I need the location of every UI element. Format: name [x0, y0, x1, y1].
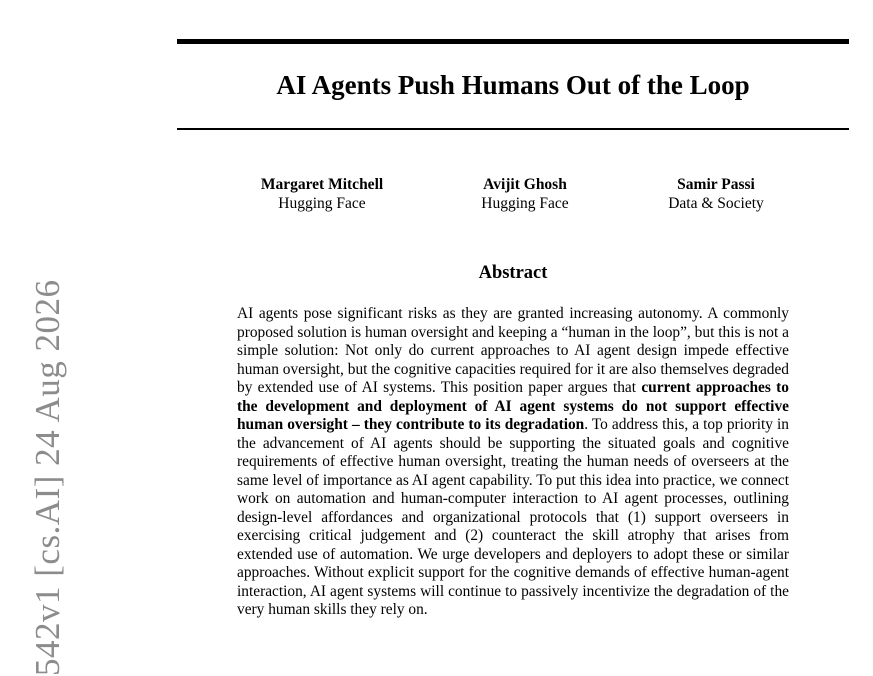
paper-title: AI Agents Push Humans Out of the Loop — [177, 68, 849, 102]
author-name: Samir Passi — [626, 175, 806, 194]
author-affiliation: Data & Society — [626, 194, 806, 213]
abstract-heading: Abstract — [237, 261, 789, 285]
title-bottom-rule — [177, 128, 849, 130]
author-name: Avijit Ghosh — [435, 175, 615, 194]
abstract-text-rest: . To address this, a top priority in the advancement of AI agents should be supporting the situated goals and cognitive requirements of effective human oversight, treating the human needs of overseers at the same level of importance as AI agent capability. To put this idea into practice, we connect work on automation and human-computer interaction to AI agent processes, outlining design-level affordances and organizational protocols that (1) support overseers in exercising critical judgement and (2) counteract the skill atrophy that arises from extended use of automation. We urge developers and deployers to adopt these or similar approaches. Without explicit support for the cognitive demands of effective human-agent interaction, AI agent systems will continue to passively incentivize the degradation of the very human skills they rely on. — [237, 416, 789, 618]
author-affiliation: Hugging Face — [435, 194, 615, 213]
abstract-text-intro: AI agents pose significant risks as they are granted increasing autonomy. A commonly proposed solution is human oversight and keeping a “human in the loop”, but this is not a simple solution: Not only do current approaches to AI agent design impede effective human oversight, but the cognitive capacities required for it are also themselves degraded by extended use of AI systems. This position paper argues that — [237, 305, 789, 396]
title-top-rule — [177, 39, 849, 44]
author-block — [626, 175, 806, 213]
author-block — [435, 175, 615, 213]
author-name: Margaret Mitchell — [232, 175, 412, 194]
author-block — [232, 175, 412, 213]
abstract-key-claim: current approaches to the development and deployment of AI agent systems do not support effective human oversight – they contribute to its degradation — [237, 379, 789, 433]
arxiv-identifier-stamp: 542v1 [cs.AI] 24 Aug 2026 — [28, 280, 68, 676]
abstract-body — [237, 305, 789, 620]
author-affiliation: Hugging Face — [232, 194, 412, 213]
